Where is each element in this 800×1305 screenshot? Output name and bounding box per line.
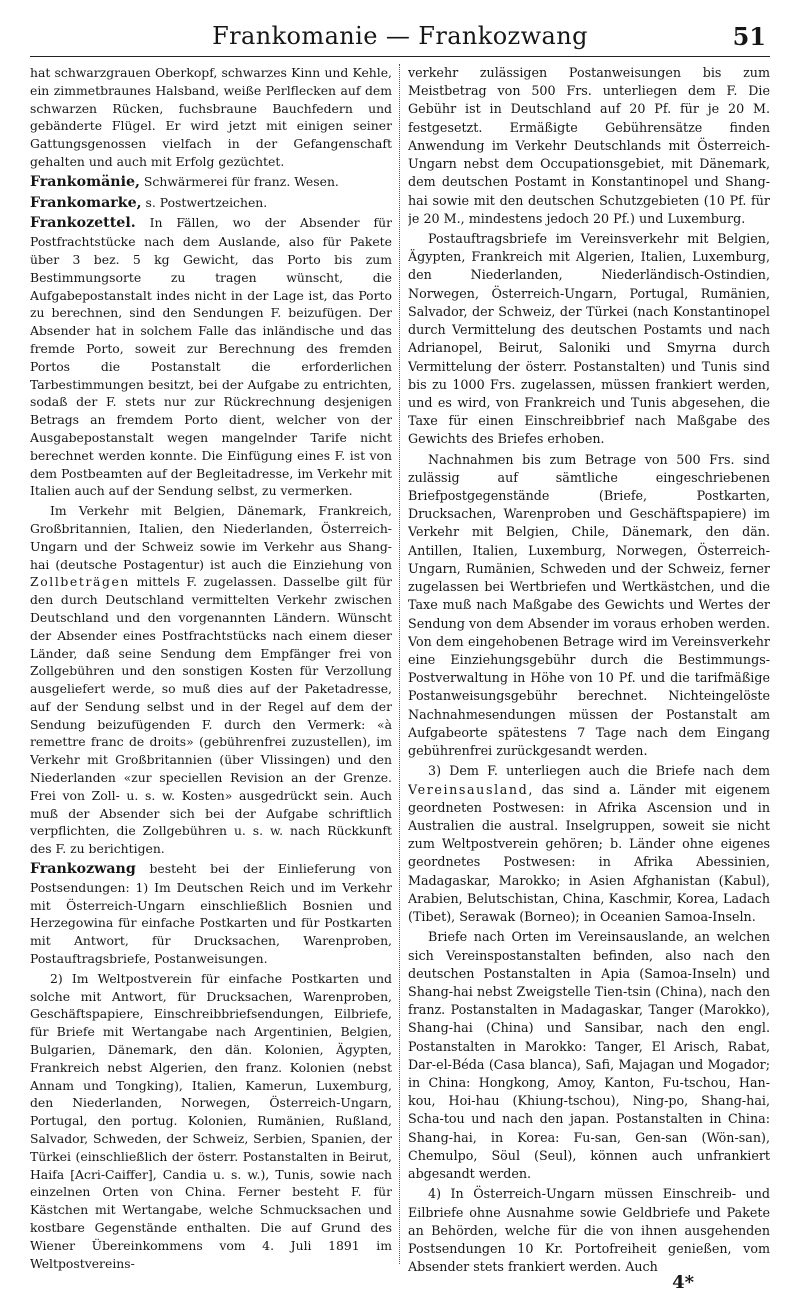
column-divider xyxy=(399,64,400,1264)
text-run: 3) Dem F. unterliegen auch die Briefe nach dem xyxy=(428,763,770,779)
text-run: , das sind a. Länder mit eigenem geordneten Postwesen: in Afrika Ascension und in Australien die austral. Inselgruppen, soweit sie nicht zum Weltpostverein gehören; b. Länder ohne eigenes geordnetes Postwesen: in Afrika Abessinien, Madagaskar, Marokko; in Asien Afghanistan (Kabul), Arabien, Belutschistan, China, Kaschmir, Korea, Ladach (Tibet), Serawak (Borneo); in Oceanien Samoa-Inseln. xyxy=(408,781,770,925)
nachnahmen-paragraph: Nachnahmen bis zum Betrage von 500 Frs. sind zulässig auf sämtliche eingeschriebenen Briefpostgegenstände (Briefe, Postkarten, Drucksachen, Warenproben und Geschäftspapiere) im Verkehr mit Belgien, Chile, Dänemark, den dän. Antillen, Italien, Luxemburg, Norwegen, Österreich-Ungarn, Rumänien, Schweden und der Schweiz, ferner zugelassen bei Wertbriefen und Wertkästchen, und die Taxe muß nach Maßgabe des Gewichts und Wertes der Sendung von dem Absender im voraus erhoben werden. Von dem eingehobenen Betrage wird im Vereinsverkehr eine Einziehungsgebühr durch die Bestimmungs-Postverwaltung in Höhe von 10 Pf. und die tarifmäßige Postanweisungsgebühr berechnet. Nichteingelöste Nachnahmesendungen müssen der Postanstalt am Aufgabeorte spätestens 7 Tage nach dem Eingang gebührenfrei zurückgesandt werden. xyxy=(408,451,770,759)
entry-frankomaenie xyxy=(30,173,392,192)
definition-frankomarke: s. Postwertzeichen. xyxy=(141,194,268,210)
headword-frankomaenie: Frankomänie, xyxy=(30,173,140,190)
spaced-term: Zollbeträgen xyxy=(30,574,130,590)
headword-frankomarke: Frankomarke, xyxy=(30,194,142,211)
text-run: Im Verkehr mit Belgien, Dänemark, Frankreich, Großbritannien, Italien, den Niederlanden, Österreich-Ungarn und der Schweiz sowie im Verkehr aus Shang-hai (deutsche Postagentur) ist auch die Einziehung von xyxy=(30,503,392,572)
frankozwang-weltpostverein-paragraph: 2) Im Weltpostverein für einfache Postkarten und solche mit Antwort, für Drucksachen, Warenproben, Geschäftspapiere, Einschreibbriefsendungen, Eilbriefe, für Briefe mit Wertangabe nach Argentinien, Belgien, Bulgarien, Dänemark, den dän. Kolonien, Ägypten, Frankreich nebst Algerien, den franz. Kolonien (nebst Annam und Tongking), Italien, Kamerun, Luxemburg, den Niederlanden, Norwegen, Österreich-Ungarn, Portugal, den portug. Kolonien, Rumänien, Rußland, Salvador, Schweden, der Schweiz, Serbien, Spanien, der Türkei (einschließlich der österr. Postanstalten in Beirut, Haifa [Acri-Caiffer], Candia u. s. w.), Tunis, sowie nach einzelnen Orten von China. Ferner besteht F. für Kästchen mit Wertangabe, welche Schmucksachen und kostbare Gegenstände enthalten. Die auf Grund des Wiener Übereinkommens vom 4. Juli 1891 im Weltpostvereins- xyxy=(30,970,392,1271)
printer-signature-mark: 4* xyxy=(672,1272,694,1293)
postauftragsbriefe-paragraph: Postauftragsbriefe im Vereinsverkehr mit Belgien, Ägypten, Frankreich mit Algerien, Italien, Luxemburg, den Niederlanden, Niederländisch-Ostindien, Norwegen, Österreich-Ungarn, Portugal, Rumänien, Salvador, der Schweiz, der Türkei (nach Konstantinopel durch Vermittelung des deutschen Postamts und nach Adrianopel, Beirut, Saloniki und Smyrna durch Vermittelung der österr. Postanstalten) und Tunis sind bis zu 1000 Frs. zugelassen, müssen frankiert werden, und es wird, von Frankreich und Tunis abgesehen, die Taxe für einen Einschreibbrief nach Maßgabe des Gewichts des Briefes erhoben. xyxy=(408,230,770,447)
entry-continuation-paragraph: hat schwarzgrauen Oberkopf, schwarzes Kinn und Kehle, ein zimmetbraunes Halsband, weiße Perlflecken auf dem schwarzen Rücken, fuchsbraune Bauchfedern und gebänderte Flügel. Er wird jetzt mit einigen seiner Gattungsgenossen vielfach in der Gefangenschaft gehalten und auch mit Erfolg gezüchtet. xyxy=(30,65,392,169)
definition-frankozettel: In Fällen, wo der Absender für Postfrachtstücke nach dem Auslande, also für Pakete über 3 bez. 5 kg Gewicht, das Porto bis zum Bestimmungsorte zu tragen wünscht, die Aufgabepostanstalt indes nicht in der Lage ist, das Porto zu berechnen, sind den Sendungen F. beizufügen. Der Absender hat in solchem Falle das inländische und das fremde Porto, soweit zur Berechnung des fremden Portos die Postanstalt die erforderlichen Tarbestimmungen besitzt, bei der Aufgabe zu entrichten, sodaß der F. stets nur zur Rückrechnung desjenigen Betrags an fremdem Porto dient, welcher von der Ausgabepostanstalt wegen mangelnder Tarife nicht berechnet werden konnte. Die Einfügung eines F. ist von dem Postbeamten auf der Begleitadresse, im Verkehr mit Italien auch auf der Sendung selbst, zu vermerken. xyxy=(30,215,392,499)
page-number: 51 xyxy=(732,22,766,51)
oesterreich-ungarn-paragraph: 4) In Österreich-Ungarn müssen Einschreib- und Eilbriefe ohne Ausnahme sowie Geldbriefe und Pakete an Behörden, welche für die von ihnen ausgehenden Postsendungen 10 Kr. Portofreiheit genießen, vom Absender stets frankiert werden. Auch xyxy=(408,1186,770,1275)
definition-frankomaenie: Schwärmerei für franz. Wesen. xyxy=(139,173,339,189)
entry-frankozettel xyxy=(30,214,392,500)
left-column xyxy=(30,64,392,1276)
vereinspostanstalten-paragraph: Briefe nach Orten im Vereinsauslande, an welchen sich Vereinspostanstalten befinden, also nach den deutschen Postanstalten in Apia (Samoa-Inseln) und Shang-hai nebst Zweigstelle Tien-tsin (China), nach den franz. Postanstalten in Madagaskar, Tanger (Marokko), Shang-hai (China) und Sansibar, nach den engl. Postanstalten in Marokko: Tanger, El Arisch, Rabat, Dar-el-Béda (Casa blanca), Safi, Majagan und Mogador; in China: Hongkong, Amoy, Kanton, Fu-tschou, Han-kou, Hoi-hau (Khiung-tschou), Ning-po, Shang-hai, Scha-tou und nach den japan. Postanstalten in China: Shang-hai, in Korea: Fu-san, Gen-san (Wön-san), Chemulpo, Söul (Seul), können auch unfrankiert abgesandt werden. xyxy=(408,929,770,1182)
headword-frankozwang: Frankozwang xyxy=(30,861,136,878)
postanweisungen-paragraph: verkehr zulässigen Postanweisungen bis zum Meistbetrag von 500 Frs. unterliegen dem F. Die Gebühr ist in Deutschland auf 20 Pf. für je 20 M. festgesetzt. Ermäßigte Gebührensätze finden Anwendung im Verkehr Deutschlands mit Österreich-Ungarn nebst dem Occupationsgebiet, mit Dänemark, dem deutschen Postamt in Konstantinopel und Shang-hai sowie mit den deutschen Schutzgebieten (10 Pf. für je 20 M., mindestens jedoch 20 Pf.) und Luxemburg. xyxy=(408,65,770,226)
vereinsausland-paragraph xyxy=(408,762,770,926)
headword-frankozettel: Frankozettel. xyxy=(30,215,136,232)
running-head xyxy=(30,8,770,57)
text-run: mittels F. zugelassen. Dasselbe gilt für den durch Deutschland vermittelten Verkehr zwischen Deutschland und den vorgenannten Ländern. Wünscht der Absender eines Postfrachtstücks nach einem dieser Länder, daß seine Sendung dem Empfänger frei von Zollgebühren und den sonstigen Kosten für Verzollung ausgeliefert werde, so muß dies auf der Paketadresse, auf der Sendung selbst und in der Regel auf dem der Sendung beizufügenden F. durch den Vermerk: «à remettre franc de droits» (gebührenfrei zuzustellen), im Verkehr mit Großbritannien (über Vlissingen) und den Niederlanden «zur speciellen Revision an der Grenze. Frei von Zoll- u. s. w. Kosten» ausgedrückt sein. Auch muß der Absender sich bei der Aufgabe schriftlich verpflichten, die Zollgebühren u. s. w. nach Rückkunft des F. zu berichtigen. xyxy=(30,574,392,857)
entry-frankomarke xyxy=(30,194,392,213)
right-column xyxy=(408,64,770,1276)
running-title: Frankomanie — Frankozwang xyxy=(212,22,588,50)
frankozettel-zoll-paragraph xyxy=(30,502,392,858)
entry-frankozwang xyxy=(30,860,392,968)
spaced-term: Vereinsausland xyxy=(408,781,529,797)
definition-frankozwang: besteht bei der Einlieferung von Postsendungen: 1) Im Deutschen Reich und im Verkehr mit Österreich-Ungarn einschließlich Bosnien und Herzegowina für einfache Postkarten und für Postkarten mit Antwort, für Drucksachen, Warenproben, Postauftragsbriefe, Postanweisungen. xyxy=(30,861,392,967)
